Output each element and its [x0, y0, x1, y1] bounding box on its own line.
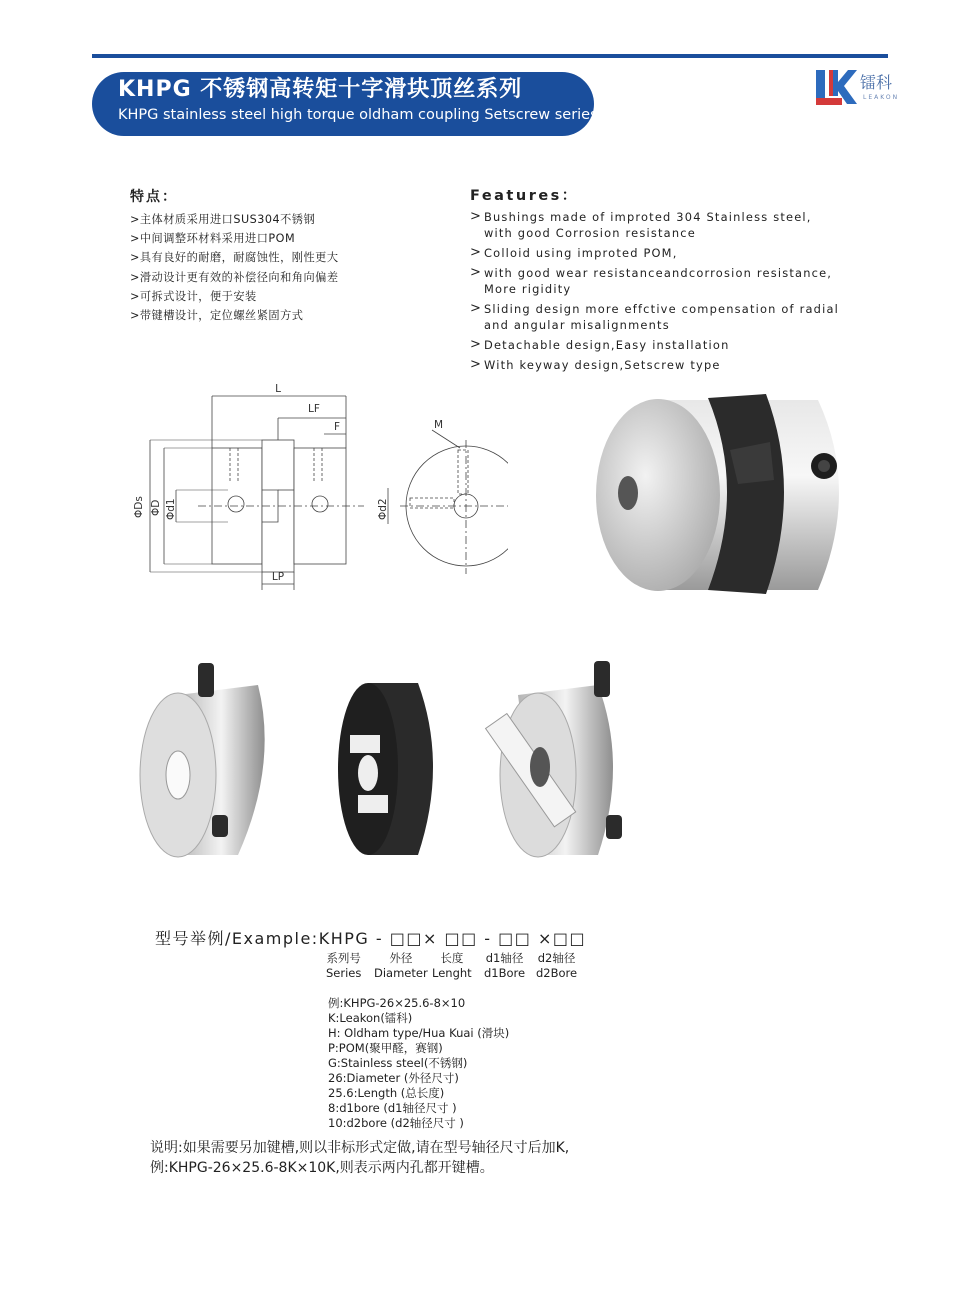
example-line: G:Stainless steel(不锈钢) [328, 1056, 468, 1070]
dim-label-d2: Φd2 [377, 498, 389, 520]
features-en [470, 184, 890, 377]
example-list [328, 996, 509, 1131]
coupling-photo [570, 380, 870, 600]
dim-label-LP: LP [271, 571, 285, 583]
legend-col-length [432, 951, 472, 981]
feature-en-item [470, 357, 890, 373]
note-line: 说明:如果需要另加键槽,则以非标形式定做,请在型号轴径尺寸后加K, [150, 1140, 570, 1156]
dim-label-M: M [434, 419, 444, 431]
legend-cn: d2轴径 [537, 951, 576, 965]
legend-col-d1 [484, 951, 525, 981]
model-example [155, 926, 586, 949]
legend-cn: 长度 [440, 951, 464, 965]
feature-en-item [470, 245, 890, 261]
feature-en-text: With keyway design,Setscrew type [484, 358, 721, 372]
features-cn-heading: 特点： [130, 189, 178, 205]
model-codes: □□× □□ - □□ ×□□ [389, 929, 587, 948]
feature-en-item [470, 337, 890, 353]
feature-en-item [470, 265, 890, 297]
bullet-marker: > [470, 245, 483, 260]
example-line: K:Leakon(镭科) [328, 1011, 413, 1025]
feature-en-text: Sliding design more effctive compensation of radial and angular misalignments [484, 302, 839, 332]
feature-cn-item: >滑动设计更有效的补偿径向和角向偏差 [130, 270, 339, 284]
bullet-marker: > [470, 209, 483, 224]
legend-en: d2Bore [536, 966, 578, 980]
legend-en: Series [326, 966, 362, 980]
example-line: 例:KHPG-26×25.6-8×10 [328, 996, 466, 1010]
dim-label-LF: LF [308, 403, 320, 415]
title-cn: KHPG 不锈钢高转矩十字滑块顶丝系列 [118, 77, 523, 102]
header-rule [92, 54, 888, 58]
features-cn [130, 186, 450, 325]
dim-label-L: L [275, 383, 281, 395]
feature-cn-item: >可拆式设计，便于安装 [130, 289, 257, 303]
title-banner [92, 72, 598, 136]
brand-name-en: LEAKON [863, 94, 900, 101]
feature-cn-item: >带键槽设计，定位螺丝紧固方式 [130, 309, 304, 323]
brand-name-cn: 镭科 [860, 73, 893, 92]
legend-cn: d1轴径 [485, 951, 524, 965]
bullet-marker: > [470, 265, 483, 280]
feature-en-item [470, 209, 890, 241]
feature-en-text: Bushings made of improted 304 Stainless steel, with good Corrosion resistance [484, 210, 812, 240]
feature-cn-item: >主体材质采用进口SUS304不锈钢 [130, 213, 316, 226]
dim-label-Ds: ΦDs [133, 496, 145, 518]
legend-en: d1Bore [484, 966, 526, 980]
legend-cn: 系列号 [326, 951, 361, 965]
parts-photo [128, 655, 648, 865]
legend-col-diameter [374, 951, 428, 981]
bullet-marker: > [470, 357, 483, 372]
dimension-drawing [128, 378, 508, 598]
dim-label-d1: Φd1 [165, 498, 177, 520]
brand-logo [814, 68, 900, 112]
legend-cn: 外径 [389, 951, 413, 965]
feature-en-text: with good wear resistanceandcorrosion resistance, More rigidity [484, 266, 833, 296]
features-en-heading: Features： [470, 188, 579, 204]
dim-label-D: ΦD [150, 499, 162, 516]
model-prefix: 型号举例/Example:KHPG - [155, 929, 384, 948]
keyway-note [150, 1138, 569, 1178]
example-line: 10:d2bore (d2轴径尺寸 ) [328, 1116, 464, 1130]
legend-col-series [326, 951, 361, 981]
example-line: 26:Diameter (外径尺寸) [328, 1071, 459, 1085]
example-line: 25.6:Length (总长度) [328, 1086, 445, 1100]
feature-en-text: Colloid using improted POM, [484, 246, 678, 260]
example-line: H: Oldham type/Hua Kuai (滑块) [328, 1026, 510, 1040]
legend-col-d2 [536, 951, 577, 981]
example-line: 8:d1bore (d1轴径尺寸 ) [328, 1101, 457, 1115]
dim-label-F: F [333, 421, 341, 433]
feature-cn-item: >中间调整环材料采用进口POM [130, 232, 296, 246]
example-line: P:POM(聚甲醛，赛钢) [328, 1041, 443, 1055]
title-en: KHPG stainless steel high torque oldham coupling Setscrew series [118, 107, 598, 123]
feature-en-text: Detachable design,Easy installation [484, 338, 730, 352]
legend-en: Diameter [374, 966, 428, 980]
legend-en: Lenght [432, 966, 472, 980]
bullet-marker: > [470, 301, 483, 316]
bullet-marker: > [470, 337, 483, 352]
leakon-logo-icon [814, 68, 858, 112]
note-line: 例:KHPG-26×25.6-8K×10K,则表示两内孔都开键槽。 [150, 1160, 494, 1176]
feature-en-item [470, 301, 890, 333]
feature-cn-item: >具有良好的耐磨，耐腐蚀性，刚性更大 [130, 251, 339, 265]
